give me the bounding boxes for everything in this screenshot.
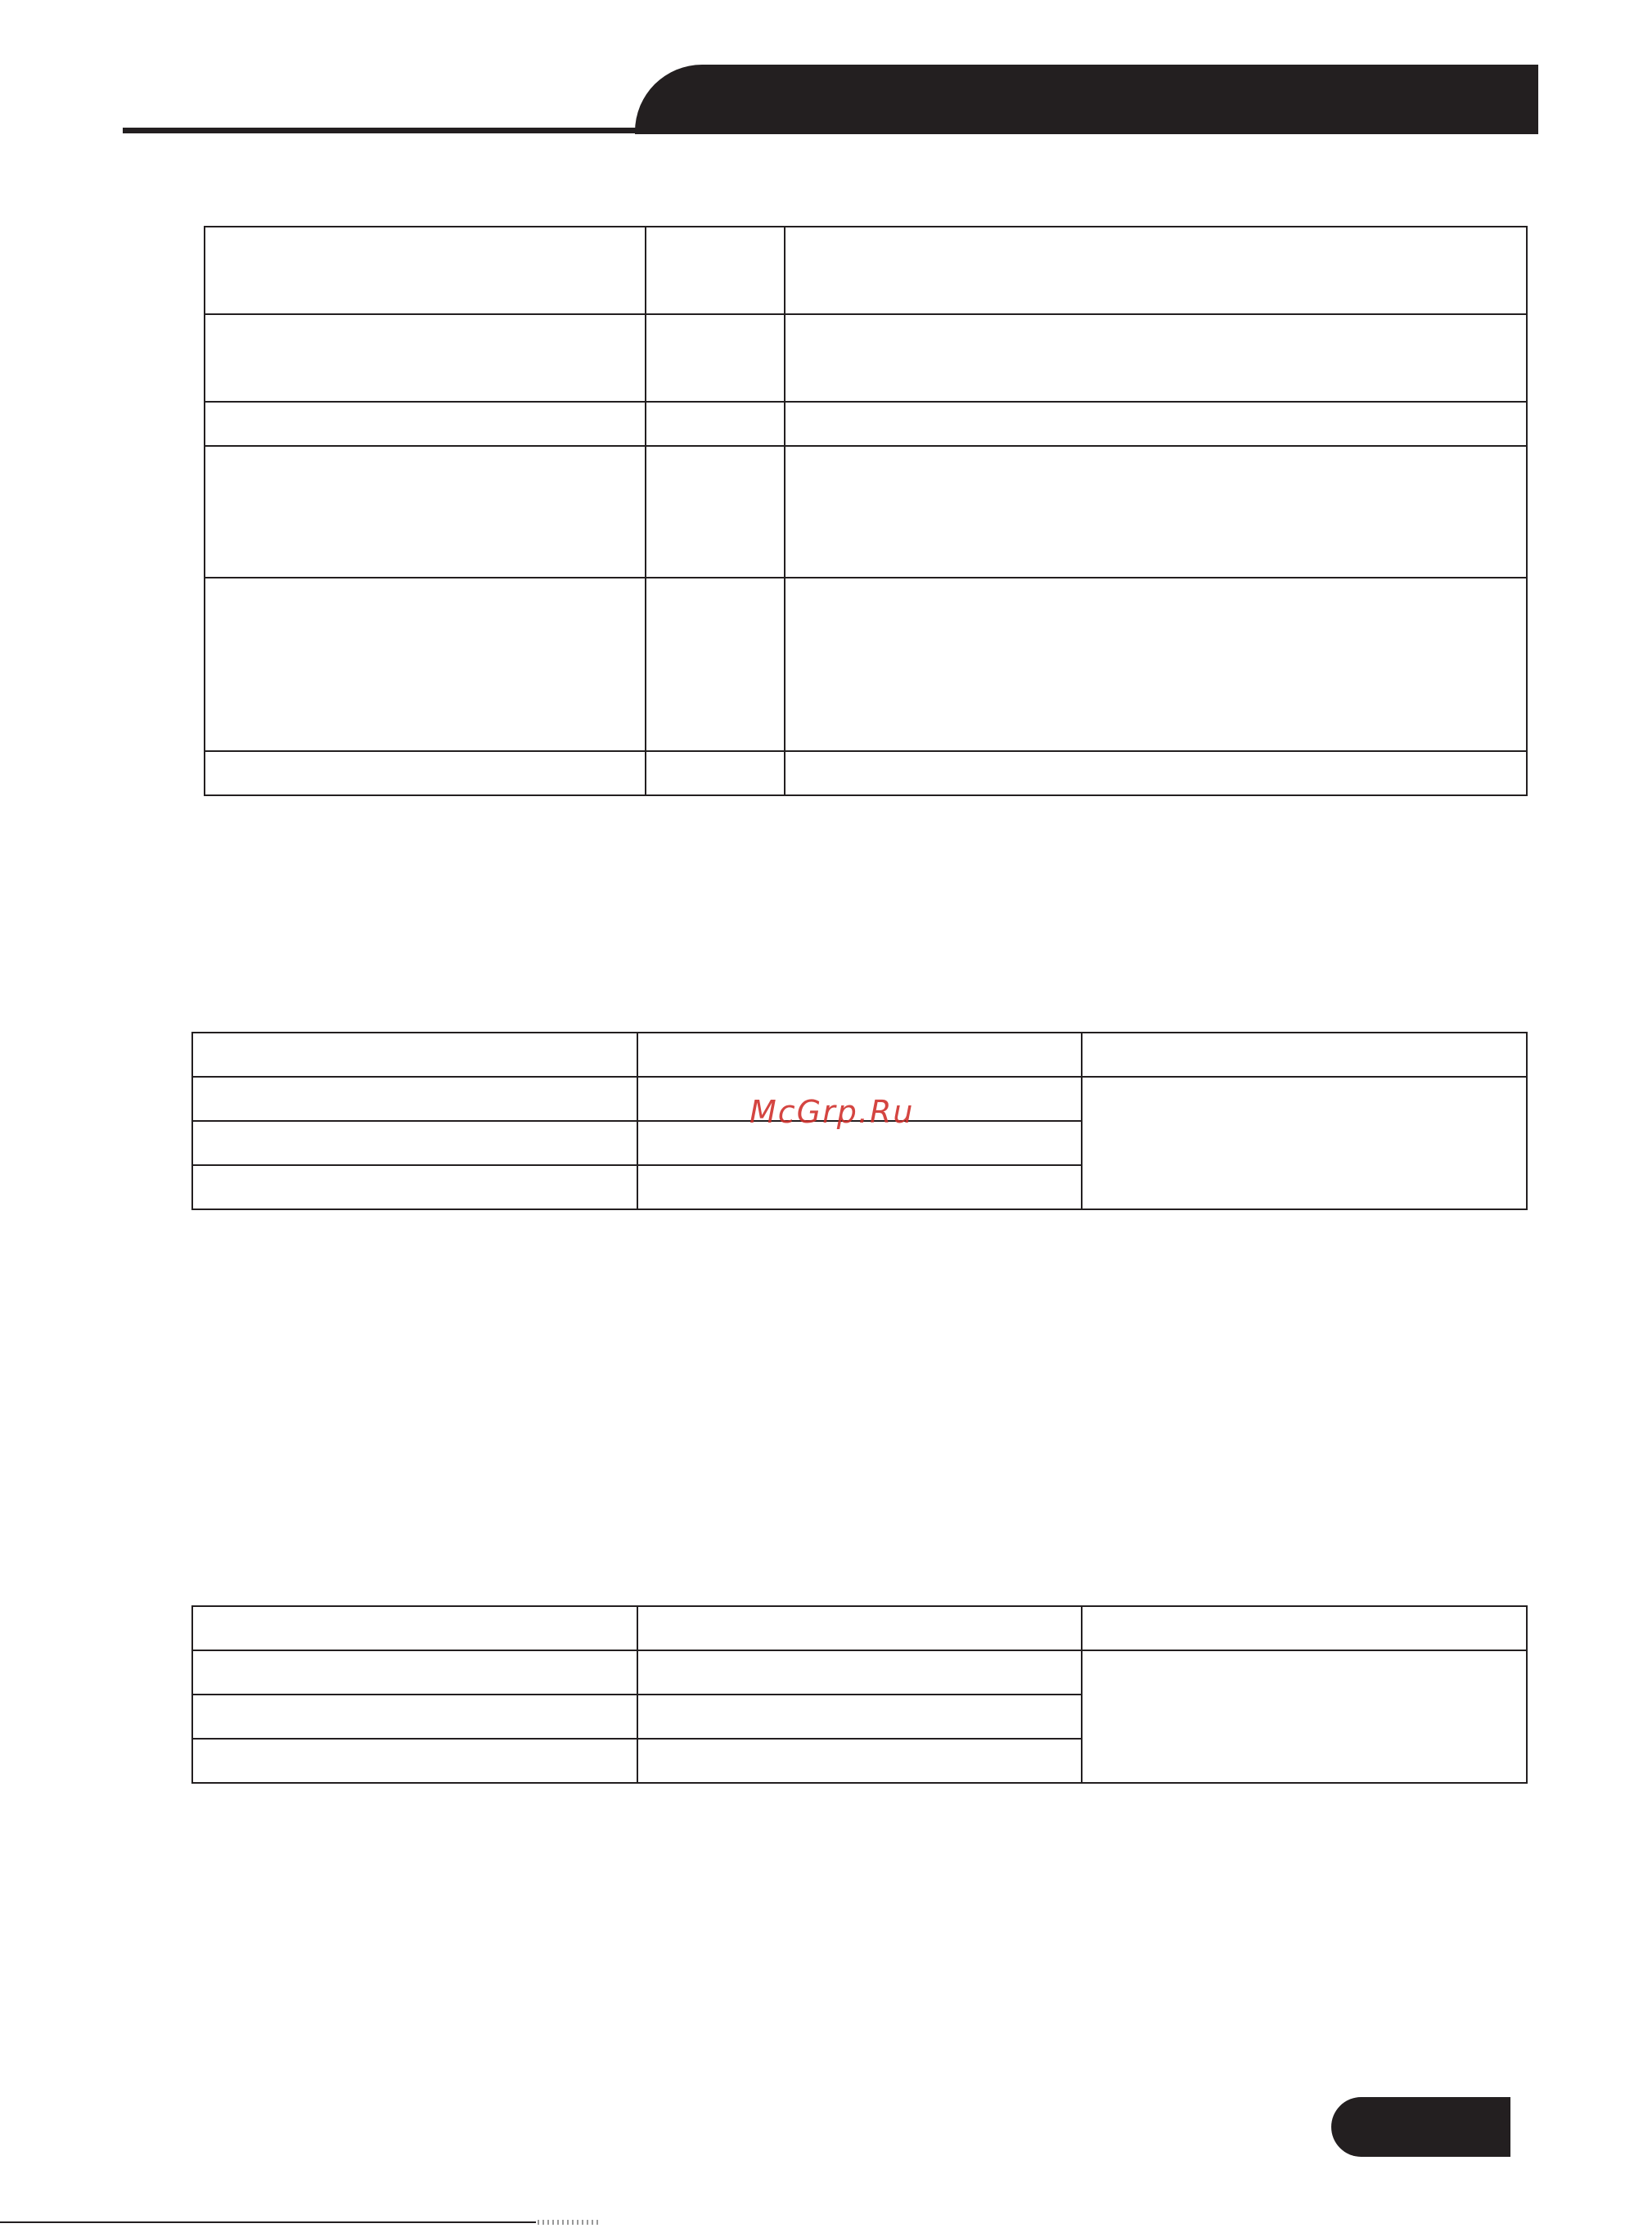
table-cell <box>785 314 1527 402</box>
table-row <box>205 314 1527 402</box>
table-cell <box>205 402 646 446</box>
table-cell <box>637 1739 1082 1783</box>
table-row <box>205 227 1527 314</box>
table-cell <box>192 1650 637 1695</box>
header-cell <box>1082 1033 1527 1077</box>
table-cell <box>192 1077 637 1121</box>
table-cell <box>192 1165 637 1209</box>
header-cell <box>637 1033 1082 1077</box>
table-row <box>205 751 1527 795</box>
table-header-row <box>192 1033 1527 1077</box>
table-cell <box>637 1650 1082 1695</box>
table-row <box>205 446 1527 578</box>
table-cell <box>785 227 1527 314</box>
table-cell <box>205 446 646 578</box>
merged-cell <box>1082 1650 1527 1783</box>
page-number-badge <box>1331 2097 1510 2157</box>
table-cell <box>785 446 1527 578</box>
table-row <box>205 402 1527 446</box>
table-cell <box>205 578 646 751</box>
table-cell <box>785 402 1527 446</box>
merged-cell <box>1082 1077 1527 1209</box>
table-cell <box>785 578 1527 751</box>
header-cell <box>637 1606 1082 1650</box>
header-rule <box>123 128 646 133</box>
table-cell <box>646 314 785 402</box>
table-row <box>192 1650 1527 1695</box>
table-cell <box>192 1121 637 1165</box>
table-cell <box>205 751 646 795</box>
table-cell <box>646 446 785 578</box>
table-cell <box>785 751 1527 795</box>
table-header-row <box>192 1606 1527 1650</box>
table-cell <box>637 1165 1082 1209</box>
table-cell <box>192 1739 637 1783</box>
spec-table <box>204 226 1528 796</box>
table-cell <box>646 751 785 795</box>
table-cell <box>205 314 646 402</box>
table-cell <box>646 227 785 314</box>
table-cell <box>646 578 785 751</box>
table-cell <box>205 227 646 314</box>
table-b <box>191 1605 1528 1784</box>
watermark: McGrp.Ru <box>749 1094 915 1130</box>
header-tab <box>635 65 1538 134</box>
footer-dots <box>538 2220 598 2225</box>
footer-rule <box>0 2221 536 2223</box>
table-cell <box>192 1695 637 1739</box>
table-cell <box>646 402 785 446</box>
header-cell <box>192 1606 637 1650</box>
header-cell <box>1082 1606 1527 1650</box>
table-cell <box>637 1695 1082 1739</box>
header-cell <box>192 1033 637 1077</box>
table-row <box>205 578 1527 751</box>
